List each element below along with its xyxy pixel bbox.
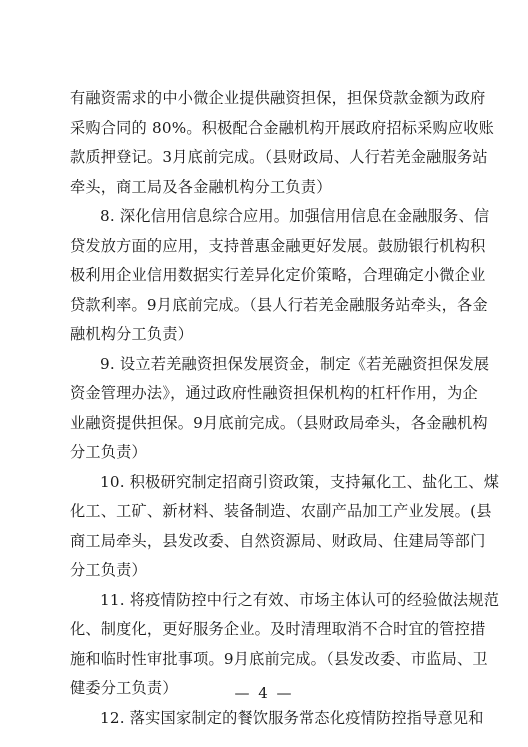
body-text [70, 84, 500, 733]
text-line: 贷发放方面的应用，支持普惠金融更好发展。鼓励银行机构积 [70, 236, 486, 255]
text-line: 有融资需求的中小微企业提供融资担保，担保贷款金额为政府 [70, 89, 486, 107]
page-number: — 4 — [234, 684, 294, 702]
text-line: 9. 设立若羌融资担保发展资金，制定《若羌融资担保发展 [100, 354, 490, 373]
text-line: 化工、工矿、新材料、装备制造、农副产品加工产业发展。(县 [70, 502, 492, 520]
text-line: 贷款利率。9月底前完成。（县人行若羌金融服务站牵头，各金 [70, 295, 488, 314]
text-line: 采购合同的 80%。积极配合金融机构开展政府招标采购应收账 [70, 118, 495, 137]
text-line: 施和临时性审批事项。9月底前完成。（县发改委、市监局、卫 [70, 649, 488, 668]
text-line: 业融资提供担保。9月底前完成。（县财政局牵头，各金融机构 [70, 413, 488, 432]
text-line: 10. 积极研究制定招商引资政策，支持氟化工、盐化工、煤 [100, 472, 500, 491]
text-line: 资金管理办法》，通过政府性融资担保机构的杠杆作用，为企 [70, 384, 478, 402]
text-line: 健委分工负责） [70, 679, 178, 697]
text-line: 商工局牵头，县发改委、自然资源局、财政局、住建局等部门 [70, 531, 486, 550]
text-line: 12. 落实国家制定的餐饮服务常态化疫情防控指导意见和 [100, 708, 484, 727]
text-line: 分工负责） [70, 561, 147, 579]
text-line: 化、制度化，更好服务企业。及时清理取消不合时宜的管控措 [70, 620, 486, 638]
text-line: 牵头，商工局及各金融机构分工负责） [70, 177, 332, 196]
text-line: 款质押登记。3月底前完成。（县财政局、人行若羌金融服务站 [70, 148, 488, 166]
text-line: 分工负责） [70, 443, 147, 461]
text-line: 融机构分工负责） [70, 325, 194, 343]
text-line: 11. 将疫情防控中行之有效、市场主体认可的经验做法规范 [100, 590, 500, 609]
text-line: 8. 深化信用信息综合应用。加强信用信息在金融服务、信 [100, 207, 490, 225]
text-line: 极利用企业信用数据实行差异化定价策略，合理确定小微企业 [70, 266, 486, 284]
